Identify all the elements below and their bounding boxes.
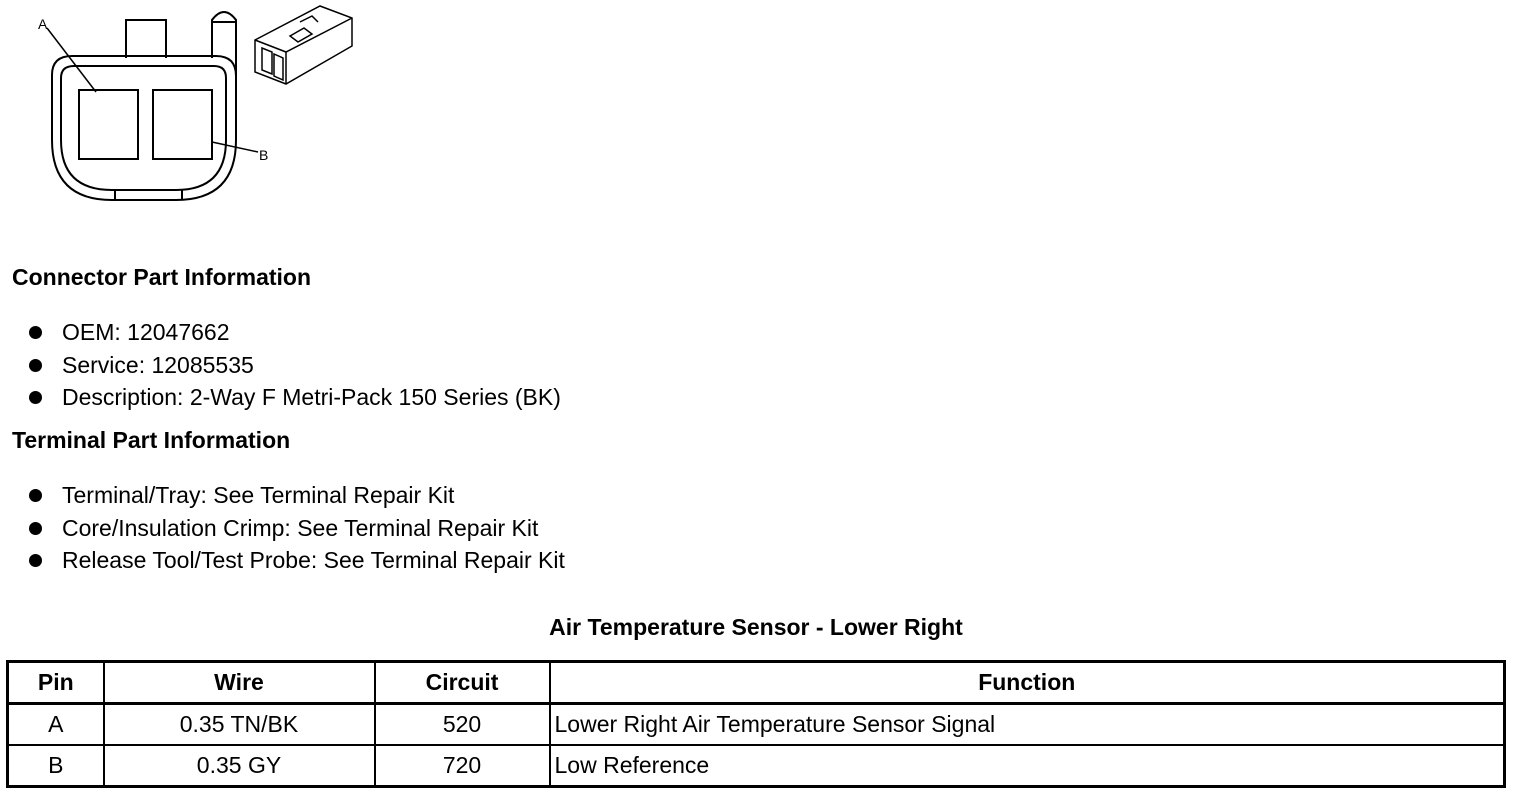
- cell-wire: 0.35 GY: [104, 745, 375, 787]
- bullet-icon: [29, 522, 42, 535]
- pin-b-label: B: [259, 147, 269, 163]
- connector-part-list: [0, 316, 561, 414]
- table-title: Air Temperature Sensor - Lower Right: [549, 614, 963, 640]
- connector-latch-tab: [126, 20, 166, 58]
- connector-housing-inner: [61, 66, 226, 190]
- cell-function: Lower Right Air Temperature Sensor Signal: [550, 704, 1505, 746]
- bullet-icon: [29, 391, 42, 404]
- list-item: Description: 2-Way F Metri-Pack 150 Series (BK): [0, 381, 561, 414]
- list-item: Service: 12085535: [0, 349, 561, 382]
- bullet-icon: [29, 489, 42, 502]
- connector-perspective-icon: [255, 6, 352, 84]
- cavity-b: [153, 90, 212, 159]
- pinout-table: [6, 660, 1506, 788]
- list-item: OEM: 12047662: [0, 316, 561, 349]
- terminal-part-info-heading: Terminal Part Information: [12, 427, 291, 453]
- header-wire: Wire: [104, 662, 375, 704]
- header-function: Function: [550, 662, 1505, 704]
- table-row: [8, 704, 1505, 746]
- header-pin: Pin: [8, 662, 104, 704]
- list-item: Core/Insulation Crimp: See Terminal Repair Kit: [0, 512, 565, 545]
- list-item: Release Tool/Test Probe: See Terminal Repair Kit: [0, 544, 565, 577]
- cell-pin: A: [8, 704, 104, 746]
- cell-circuit: 720: [375, 745, 550, 787]
- connector-part-info-heading: Connector Part Information: [12, 264, 312, 290]
- cavity-a: [79, 90, 138, 159]
- cell-pin: B: [8, 745, 104, 787]
- bullet-icon: [29, 359, 42, 372]
- cell-function: Low Reference: [550, 745, 1505, 787]
- table-header-row: [8, 662, 1505, 704]
- header-circuit: Circuit: [375, 662, 550, 704]
- connector-diagram: [0, 0, 380, 215]
- bullet-icon: [29, 326, 42, 339]
- table-row: [8, 745, 1505, 787]
- pin-a-label: A: [38, 16, 48, 32]
- cell-circuit: 520: [375, 704, 550, 746]
- list-item: Terminal/Tray: See Terminal Repair Kit: [0, 479, 565, 512]
- terminal-part-list: [0, 479, 565, 577]
- cell-wire: 0.35 TN/BK: [104, 704, 375, 746]
- bullet-icon: [29, 554, 42, 567]
